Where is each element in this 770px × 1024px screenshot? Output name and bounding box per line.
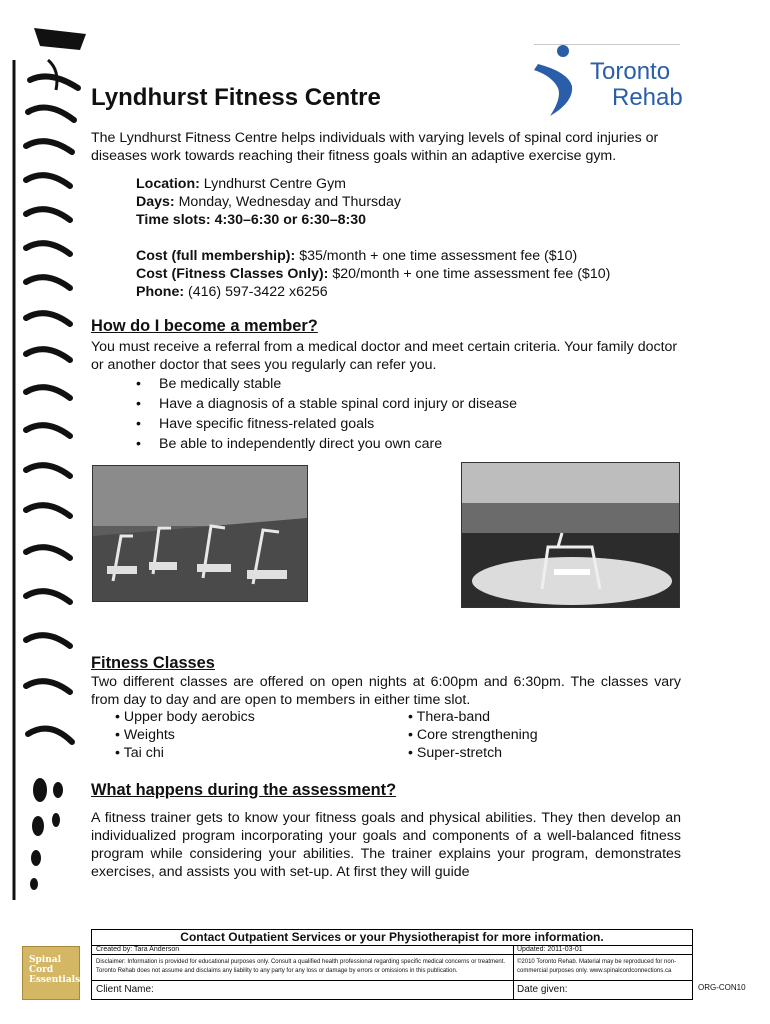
- gym-photo-left: [92, 465, 308, 602]
- disclaimer: Disclaimer: Information is provided for educational purposes only. Consult a qualified health professional regarding specific medical concerns or treatment. Toronto Rehab does not assume and disclaims any liability to any party for any loss or damage by errors or omissions in this publication.: [96, 959, 506, 974]
- class-item: • Weights: [115, 727, 175, 743]
- cost-classes-row: [136, 265, 610, 283]
- membership-paragraph: You must receive a referral from a medical doctor and meet certain criteria. Your family doctor or another doctor that sees you regularly can refer you.: [91, 339, 678, 373]
- assessment-paragraph: A fitness trainer gets to know your fitness goals and physical abilities. They then develop an individualized program incorporating your goals and components of a well-balanced fitness program while considering your abilities. The trainer explains your program, demonstrates exercises, and assists you with set-up. At first they will guide: [91, 810, 681, 880]
- client-name-field[interactable]: Client Name:: [96, 984, 154, 995]
- list-item: • Have specific fitness-related goals: [136, 414, 517, 434]
- date-given-field[interactable]: Date given:: [517, 984, 568, 995]
- cost-classes-value: $20/month + one time assessment fee ($10): [332, 266, 611, 282]
- cost-classes-label: Cost (Fitness Classes Only):: [136, 266, 329, 282]
- footer-box: [91, 929, 693, 1000]
- phone-label: Phone:: [136, 284, 185, 300]
- class-item: • Tai chi: [115, 745, 164, 761]
- cost-full-row: [136, 247, 577, 265]
- logo-text-rehab: Rehab: [612, 84, 683, 111]
- time-slots: Time slots: 4:30–6:30 or 6:30–8:30: [136, 212, 367, 228]
- updated-date: Updated: 2011-03-01: [517, 946, 583, 953]
- cost-full-label: Cost (full membership):: [136, 248, 296, 264]
- location-label: Location:: [136, 176, 200, 192]
- list-item: • Be able to independently direct you own care: [136, 434, 517, 454]
- membership-heading: How do I become a member?: [91, 317, 318, 335]
- class-item: • Thera-band: [408, 709, 491, 725]
- phone-value: (416) 597-3422 x6256: [188, 284, 328, 300]
- cost-full-value: $35/month + one time assessment fee ($10): [299, 248, 578, 264]
- contact-line: Contact Outpatient Services or your Physiotherapist for more information.: [180, 930, 604, 944]
- intro-paragraph: The Lyndhurst Fitness Centre helps individuals with varying levels of spinal cord injuries or diseases work towards reaching their fitness goals within an adaptive exercise gym.: [91, 130, 659, 164]
- criteria-list: [136, 374, 517, 454]
- location-value: Lyndhurst Centre Gym: [203, 176, 346, 192]
- days-label: Days:: [136, 194, 175, 210]
- location-row: [136, 175, 346, 193]
- page-title: Lyndhurst Fitness Centre: [91, 84, 381, 111]
- badge-line: Spinal: [29, 955, 62, 965]
- class-item: • Core strengthening: [408, 727, 538, 743]
- days-row: [136, 193, 401, 211]
- org-code: ORG-CON10: [698, 983, 746, 992]
- created-by: Created by: Tara Anderson: [96, 946, 180, 953]
- logo-text-toronto: Toronto: [590, 58, 671, 85]
- copyright: ©2010 Toronto Rehab. Material may be reproduced for non-commercial purposes only. www.spinalcordconnections.ca: [517, 959, 677, 974]
- fitness-classes-paragraph: Two different classes are offered on open nights at 6:00pm and 6:30pm. The classes vary from day to day and are open to members in either time slot.: [91, 674, 681, 708]
- days-value: Monday, Wednesday and Thursday: [178, 194, 402, 210]
- fitness-classes-heading: Fitness Classes: [91, 654, 215, 672]
- badge-line: Essentials: [29, 975, 81, 985]
- badge-line: Cord: [29, 965, 54, 975]
- spine-graphic: [0, 0, 90, 940]
- class-item: • Upper body aerobics: [115, 709, 255, 725]
- spinal-cord-essentials-badge: [22, 946, 80, 1000]
- phone-row: [136, 283, 328, 301]
- list-item: • Be medically stable: [136, 374, 517, 394]
- assessment-heading: What happens during the assessment?: [91, 781, 397, 799]
- list-item: • Have a diagnosis of a stable spinal cord injury or disease: [136, 394, 517, 414]
- class-item: • Super-stretch: [408, 745, 503, 761]
- gym-photo-right: [461, 462, 680, 608]
